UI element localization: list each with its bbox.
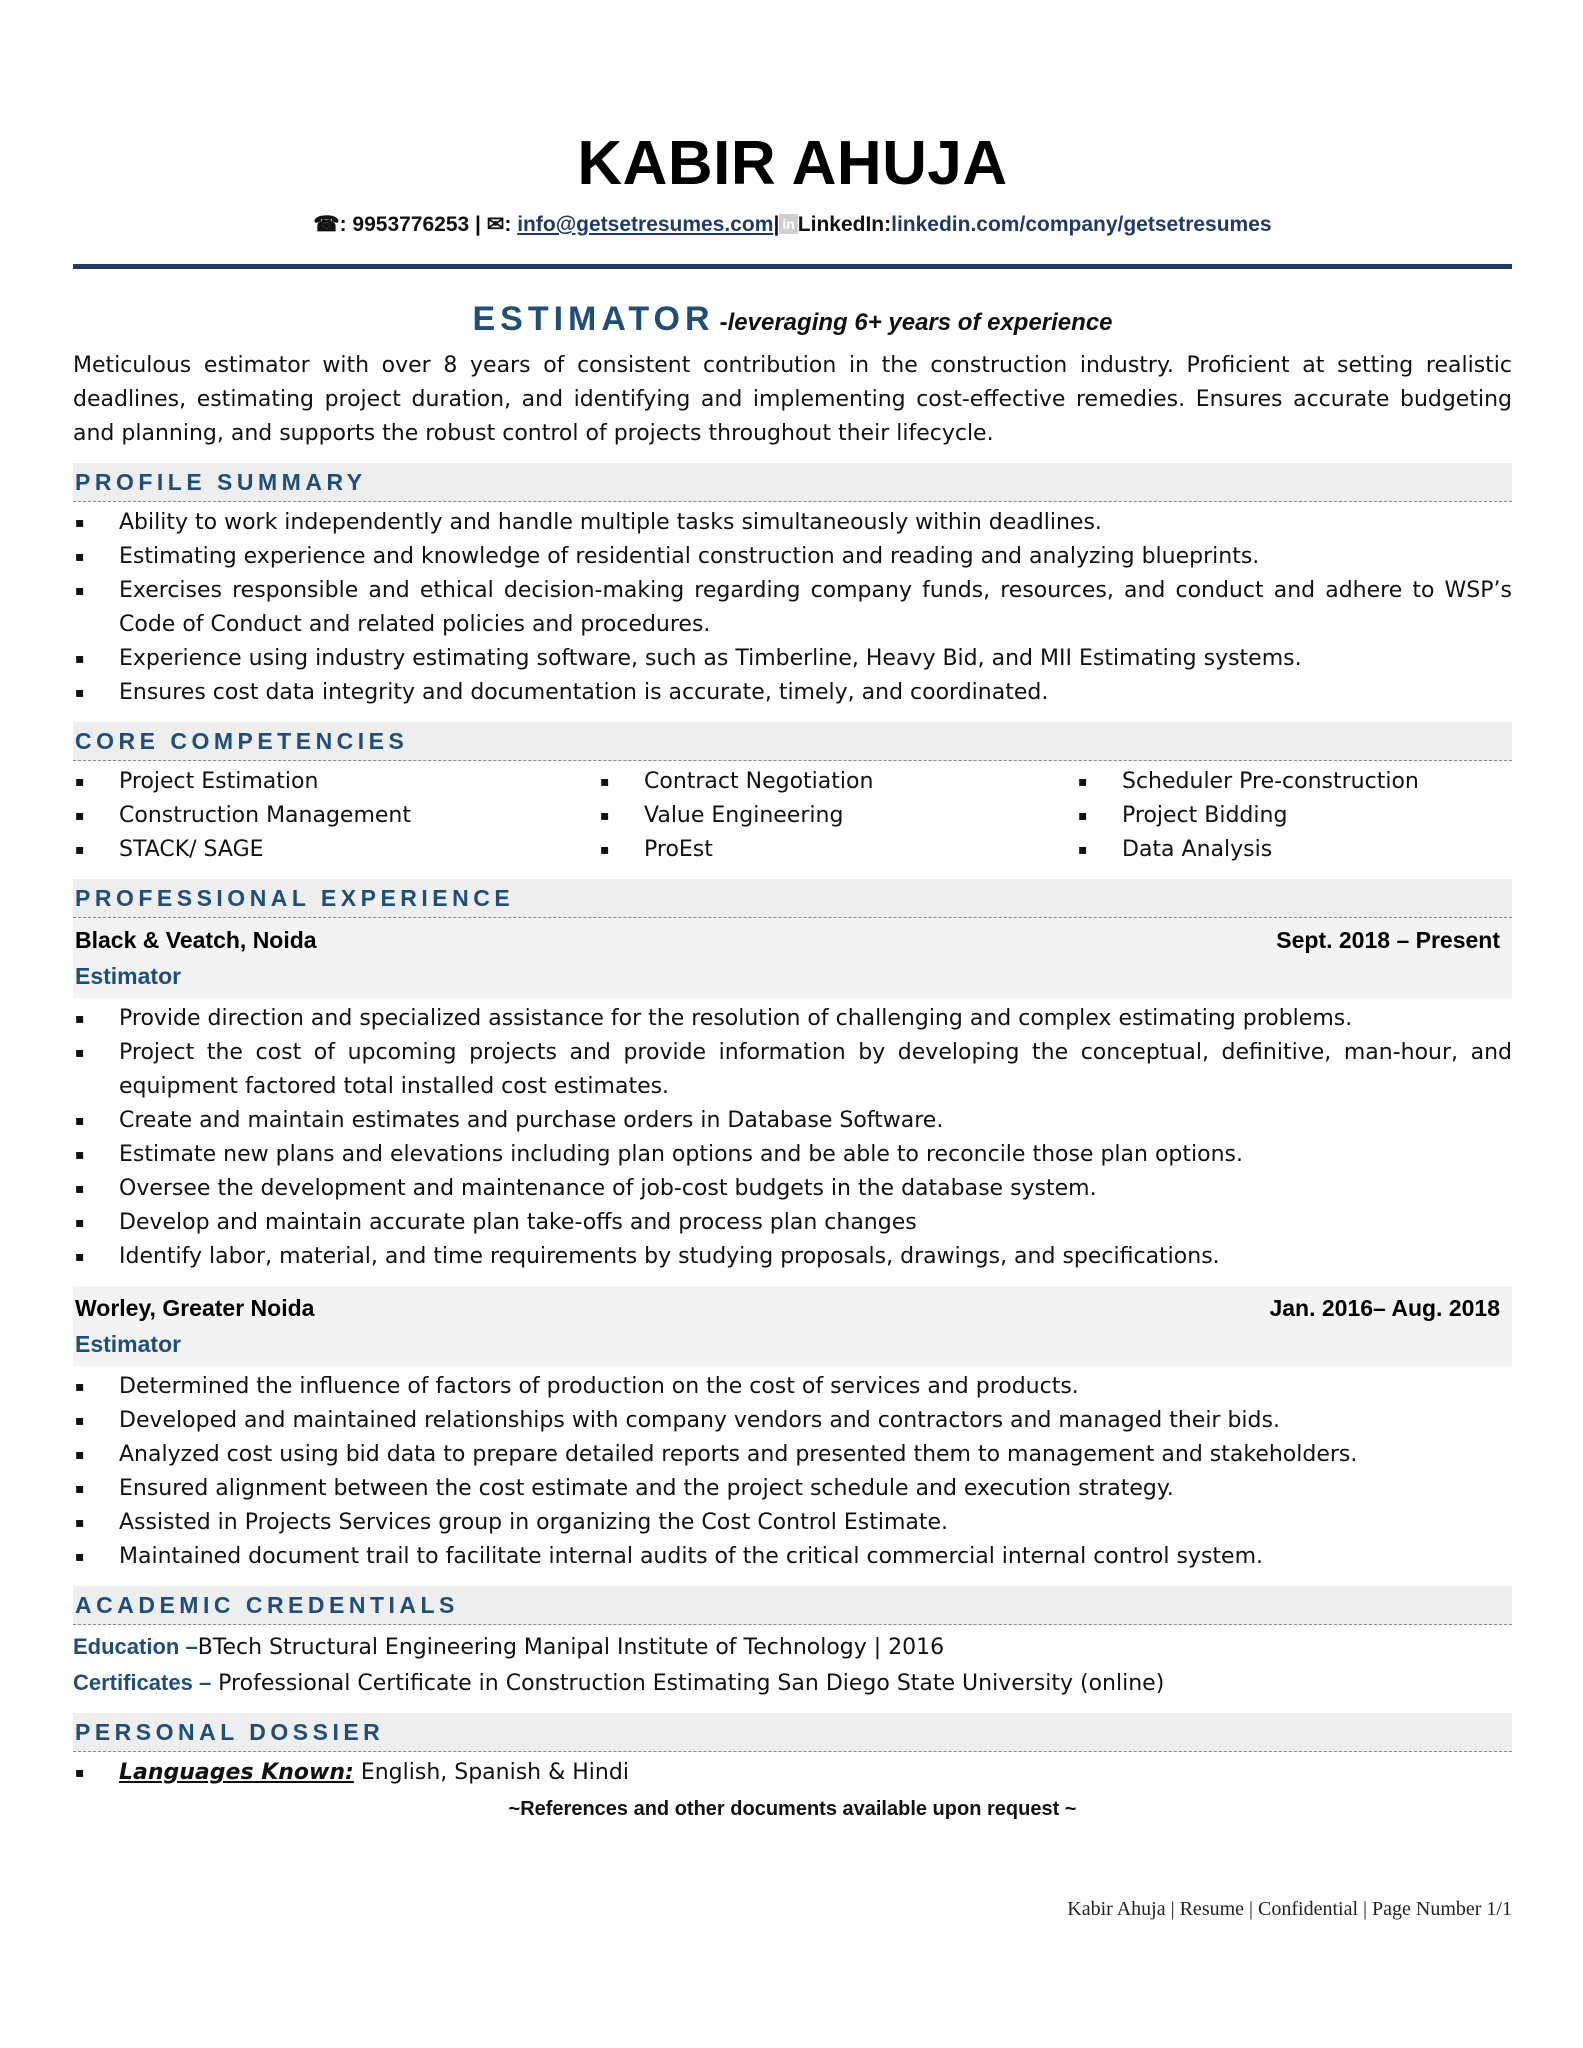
linkedin-link[interactable]: linkedin.com/company/getsetresumes [891, 213, 1272, 236]
role-title: ESTIMATOR [472, 300, 715, 338]
envelope-icon: ✉ [486, 213, 505, 236]
email-link[interactable]: info@getsetresumes.com [517, 213, 774, 236]
education-line [73, 1629, 1512, 1665]
list-item: ▪ Project the cost of upcoming projects and provide information by developing the conceptual, definitive, man-hour, and equipment factored total installed cost estimates. [73, 1036, 1512, 1104]
list-item: ▪ Estimate new plans and elevations including plan options and be able to reconcile those plan options. [73, 1138, 1512, 1172]
summary-paragraph: Meticulous estimator with over 8 years of consistent contribution in the construction industry. Proficient at setting realistic deadlines, estimating project duration, and identifying and implementing cost-effective remedies. Ensures accurate budgeting and planning, and supports the robust control of projects throughout their lifecycle. [73, 353, 1512, 446]
contact-separator: | [773, 213, 780, 236]
competency-item: ▪ Project Estimation [73, 765, 598, 799]
list-item: ▪ Estimating experience and knowledge of residential construction and reading and analyzing blueprints. [73, 540, 1512, 574]
section-heading-academic-credentials: ACADEMIC CREDENTIALS [73, 1586, 1512, 1625]
competency-item: ▪ Value Engineering [598, 799, 1076, 833]
email-label: : [504, 213, 512, 236]
phone-number: : 9953776253 | [339, 213, 481, 236]
section-heading-personal-dossier: PERSONAL DOSSIER [73, 1713, 1512, 1752]
list-item: ▪ Exercises responsible and ethical decision-making regarding company funds, resources, and conduct and adhere to WSP’s Code of Conduct and related policies and procedures. [73, 574, 1512, 642]
certificates-value: Professional Certificate in Construction Estimating San Diego State University (online) [211, 1671, 1165, 1696]
job-dates: Jan. 2016– Aug. 2018 [1269, 1295, 1500, 1321]
job-company: Black & Veatch, Noida [75, 927, 317, 953]
list-item: ▪ Ability to work independently and handle multiple tasks simultaneously within deadlines. [73, 506, 1512, 540]
education-label: Education – [73, 1634, 198, 1659]
linkedin-label: LinkedIn: [797, 213, 892, 236]
job-title: Estimator [75, 1331, 182, 1357]
languages-label: Languages Known: [119, 1760, 354, 1785]
list-item: ▪ Provide direction and specialized assistance for the resolution of challenging and complex estimating problems. [73, 1002, 1512, 1036]
list-item: ▪ Experience using industry estimating software, such as Timberline, Heavy Bid, and MII Estimating systems. [73, 642, 1512, 676]
page-footer: Kabir Ahuja | Resume | Confidential | Page Number 1/1 [1067, 1898, 1512, 1920]
competency-item: ▪ Contract Negotiation [598, 765, 1076, 799]
contact-line [73, 210, 1512, 240]
section-heading-professional-experience: PROFESSIONAL EXPERIENCE [73, 879, 1512, 918]
list-item: ▪ Assisted in Projects Services group in organizing the Cost Control Estimate. [73, 1506, 1512, 1540]
job-1-duties [73, 1002, 1512, 1274]
job-header-1 [73, 918, 1512, 998]
personal-list [73, 1756, 1512, 1790]
list-item: ▪ Determined the influence of factors of production on the cost of services and products. [73, 1370, 1512, 1404]
competency-item: ▪ ProEst [598, 833, 1076, 867]
competency-item: ▪ Data Analysis [1076, 833, 1512, 867]
list-item: ▪ Develop and maintain accurate plan take-offs and process plan changes [73, 1206, 1512, 1240]
job-company: Worley, Greater Noida [75, 1295, 315, 1321]
list-item: ▪ Ensures cost data integrity and documentation is accurate, timely, and coordinated. [73, 676, 1512, 710]
job-dates: Sept. 2018 – Present [1276, 927, 1500, 953]
competencies-grid [73, 765, 1512, 867]
competency-item: ▪ Scheduler Pre-construction [1076, 765, 1512, 799]
certificates-line [73, 1665, 1512, 1701]
linkedin-icon: in [779, 214, 797, 234]
list-item: ▪ Maintained document trail to facilitate internal audits of the critical commercial internal control system. [73, 1540, 1512, 1574]
languages-value: English, Spanish & Hindi [353, 1760, 629, 1785]
list-item: ▪ Ensured alignment between the cost estimate and the project schedule and execution strategy. [73, 1472, 1512, 1506]
list-item: ▪ Identify labor, material, and time requirements by studying proposals, drawings, and specifications. [73, 1240, 1512, 1274]
certificates-label: Certificates – [73, 1670, 212, 1695]
section-heading-profile-summary: PROFILE SUMMARY [73, 463, 1512, 502]
candidate-name: KABIR AHUJA [577, 129, 1008, 198]
phone-icon: ☎ [313, 213, 340, 236]
competency-item: ▪ Project Bidding [1076, 799, 1512, 833]
list-item: ▪ Oversee the development and maintenance of job-cost budgets in the database system. [73, 1172, 1512, 1206]
job-2-duties [73, 1370, 1512, 1574]
education-value: BTech Structural Engineering Manipal Institute of Technology | 2016 [197, 1635, 945, 1660]
list-item [73, 1756, 1512, 1790]
competency-item: ▪ STACK/ SAGE [73, 833, 598, 867]
role-heading [73, 299, 1512, 345]
references-note: ~References and other documents available upon request ~ [508, 1798, 1077, 1820]
section-heading-core-competencies: CORE COMPETENCIES [73, 722, 1512, 761]
list-item: ▪ Analyzed cost using bid data to prepare detailed reports and presented them to management and stakeholders. [73, 1438, 1512, 1472]
list-item: ▪ Create and maintain estimates and purchase orders in Database Software. [73, 1104, 1512, 1138]
role-tagline: -leveraging 6+ years of experience [719, 309, 1113, 336]
job-header-2 [73, 1286, 1512, 1366]
job-title: Estimator [75, 963, 182, 989]
header-divider [73, 264, 1512, 269]
list-item: ▪ Developed and maintained relationships with company vendors and contractors and managed their bids. [73, 1404, 1512, 1438]
competency-item: ▪ Construction Management [73, 799, 598, 833]
profile-summary-list [73, 506, 1512, 710]
